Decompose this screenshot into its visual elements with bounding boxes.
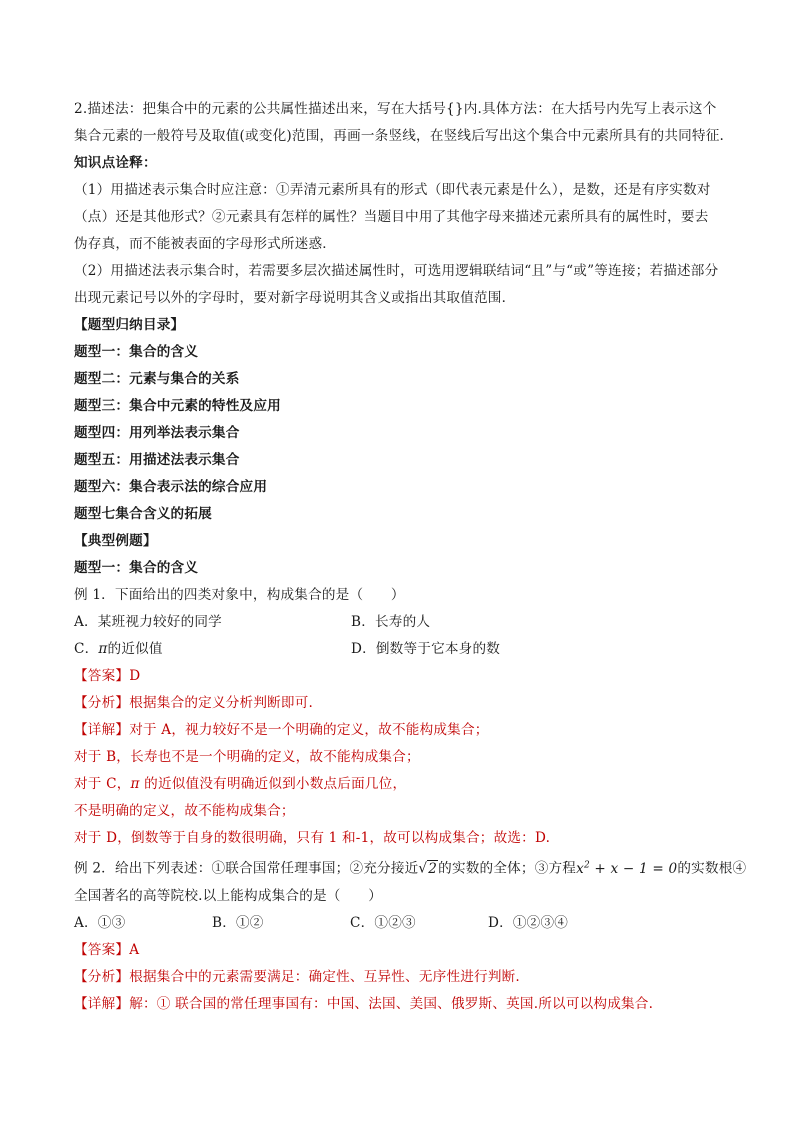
catalog-item: 题型七集合含义的拓展 — [74, 506, 212, 522]
example-1-detail-1: 【详解】对于 A，视力较好不是一个明确的定义，故不能构成集合； — [74, 722, 489, 738]
document-page — [74, 96, 747, 1018]
example-1-answer: 【答案】D — [74, 668, 141, 684]
option-d: D．①②③④ — [488, 914, 569, 931]
option-d: D．倒数等于它本身的数 — [351, 641, 501, 657]
sqrt-two: √2 — [418, 860, 438, 877]
intro-line-1: 2.描述法：把集合中的元素的公共属性描述出来，写在大括号{}内.具体方法：在大括号内先写上表示这个 — [74, 101, 717, 117]
example-2-detail-1: 【详解】解：① 联合国的常任理事国有：中国、法国、美国、俄罗斯、英国.所以可以构成集合. — [74, 995, 654, 1012]
example-1-analysis: 【分析】根据集合的定义分析判断即可. — [74, 695, 314, 711]
catalog-item: 题型六：集合表示法的综合应用 — [74, 479, 268, 495]
example-1-detail-4: 不是明确的定义，故不能构成集合； — [74, 803, 295, 819]
catalog-heading: 【题型归纳目录】 — [74, 317, 185, 333]
catalog-item: 题型二：元素与集合的关系 — [74, 371, 240, 387]
pi-symbol: π — [130, 776, 140, 792]
catalog-item: 题型三：集合中元素的特性及应用 — [74, 398, 281, 414]
example-2-question-line-2: 全国著名的高等院校.以上能构成集合的是（ ） — [74, 887, 382, 904]
option-a: A．①③ — [74, 914, 126, 931]
example-1-detail-3: 对于 C，π 的近似值没有明确近似到小数点后面几位， — [74, 776, 407, 792]
example-2-analysis: 【分析】根据集合中的元素需要满足：确定性、互异性、无序性进行判断. — [74, 968, 520, 985]
knowledge-p1-line-3: 伪存真，而不能被表面的字母形式所迷惑． — [74, 236, 337, 252]
knowledge-p1-line-2: （点）还是其他形式？②元素具有怎样的属性？当题目中用了其他字母来描述元素所具有的属性时，要去 — [74, 209, 709, 225]
knowledge-p1-line-1: （1）用描述表示集合时应注意：①弄清元素所具有的形式（即代表元素是什么），是数，还是有序实数对 — [74, 182, 711, 198]
knowledge-p2-line-2: 出现元素记号以外的字母时，要对新字母说明其含义或指出其取值范围． — [74, 290, 516, 306]
option-b: B．①② — [212, 914, 264, 931]
example-1-options-row-1 — [74, 609, 724, 636]
example-2-answer: 【答案】A — [74, 941, 140, 958]
catalog-item: 题型四：用列举法表示集合 — [74, 425, 240, 441]
pi-symbol: π — [98, 641, 108, 657]
knowledge-p2-line-1: （2）用描述法表示集合时，若需要多层次描述属性时，可选用逻辑联结词“且”与“或”等连接；若描述部分 — [74, 263, 719, 279]
equation: $x^2 + x - 1 = 0$ — [576, 860, 678, 877]
intro-line-2: 集合元素的一般符号及取值(或变化)范围，再画一条竖线，在竖线后写出这个集合中元素所具有的共同特征. — [74, 128, 725, 144]
type-one-heading: 题型一：集合的含义 — [74, 560, 199, 576]
example-1-question: 例 1．下面给出的四类对象中，构成集合的是（ ） — [74, 587, 405, 603]
examples-heading: 【典型例题】 — [74, 533, 157, 549]
option-a: A．某班视力较好的同学 — [74, 614, 222, 630]
example-1-detail-5: 对于 D，倒数等于自身的数很明确，只有 1 和-1，故可以构成集合；故选：D. — [74, 830, 551, 846]
example-2-question-line-1: 例 2．给出下列表述：①联合国常任理事国；②充分接近√2的实数的全体；③方程$x^2 + x - 1 = 0$的实数根④ — [74, 860, 747, 877]
option-c: C．①②③ — [350, 914, 416, 931]
option-b: B．长寿的人 — [351, 614, 431, 630]
example-1-options-row-2 — [74, 636, 724, 663]
example-2-options — [74, 910, 724, 937]
catalog-item: 题型一：集合的含义 — [74, 344, 199, 360]
knowledge-heading: 知识点诠释： — [74, 155, 157, 171]
catalog-item: 题型五：用描述法表示集合 — [74, 452, 240, 468]
example-1-detail-2: 对于 B，长寿也不是一个明确的定义，故不能构成集合； — [74, 749, 420, 765]
option-c: C．π的近似值 — [74, 641, 163, 657]
